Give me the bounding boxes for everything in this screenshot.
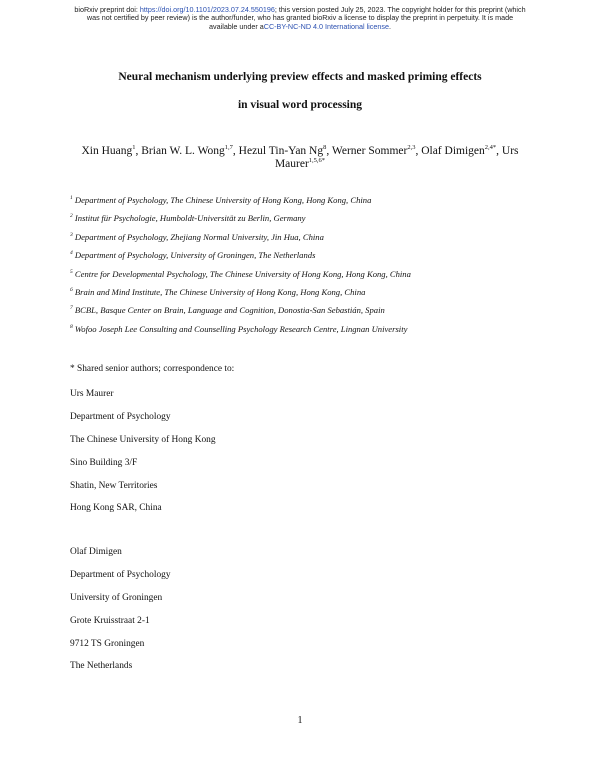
author-name: Hezul Tin-Yan Ng xyxy=(238,145,324,157)
affiliation-number: 5 xyxy=(70,268,73,275)
affiliation xyxy=(70,249,540,267)
header-text: available under a xyxy=(209,21,264,31)
affiliation xyxy=(70,304,540,322)
header-text: . xyxy=(388,21,391,31)
affiliation-text: Department of Psychology, University of Groningen, The Netherlands xyxy=(74,250,316,261)
author xyxy=(239,145,332,157)
affiliation-number: 2 xyxy=(70,213,73,220)
affiliation-text: Brain and Mind Institute, The Chinese University of Hong Kong, Hong Kong, China xyxy=(74,286,366,297)
contact-line: Department of Psychology xyxy=(70,412,171,422)
author-affil-ref: 2,4* xyxy=(484,144,497,151)
author-affil-ref: 1,7 xyxy=(224,144,233,151)
page-number: 1 xyxy=(297,715,303,726)
header-text: bioRxiv preprint doi: xyxy=(74,5,140,14)
author xyxy=(141,145,238,157)
author-name: Brian W. L. Wong xyxy=(141,145,225,157)
author-separator: , xyxy=(496,145,502,157)
author-affil-ref: 1,5,6* xyxy=(308,157,326,164)
affiliation xyxy=(70,323,540,341)
contact-line: Department of Psychology xyxy=(70,570,171,580)
author-name: Urs Maurer xyxy=(274,145,519,170)
author xyxy=(332,145,421,157)
affiliation-text: Department of Psychology, The Chinese University of Hong Kong, Hong Kong, China xyxy=(74,195,372,205)
affiliation xyxy=(70,268,540,286)
author-name: Xin Huang xyxy=(81,145,133,157)
contact-name: Olaf Dimigen xyxy=(70,547,122,557)
author-separator: , xyxy=(135,145,142,157)
affiliation xyxy=(70,194,540,212)
header-text: ; this version posted July 25, 2023. The copyright holder for this preprint (which xyxy=(274,5,526,14)
affiliation-number: 3 xyxy=(70,231,73,238)
author-separator: , xyxy=(415,145,422,157)
affiliation xyxy=(70,212,540,230)
affiliation-text: BCBL, Basque Center on Brain, Language and Cognition, Donostia-San Sebastián, Spain xyxy=(74,305,385,316)
affiliation-text: Centre for Developmental Psychology, The Chinese University of Hong Kong, Hong Kong, China xyxy=(74,268,411,279)
affiliation-number: 8 xyxy=(70,323,73,330)
contact-line: The Chinese University of Hong Kong xyxy=(70,435,216,445)
contact-line: Grote Kruisstraat 2-1 xyxy=(70,616,150,626)
affiliation-number: 6 xyxy=(70,286,73,293)
paper-title-line-1: Neural mechanism underlying preview effects and masked priming effects xyxy=(118,71,482,83)
affiliation-number: 4 xyxy=(70,250,73,257)
correspondence-note: * Shared senior authors; correspondence to: xyxy=(70,364,235,374)
contact-line: University of Groningen xyxy=(70,593,163,603)
contact-line: 9712 TS Groningen xyxy=(70,639,145,649)
author-name: Werner Sommer xyxy=(331,145,408,157)
affiliation xyxy=(70,286,540,304)
author-separator: , xyxy=(232,145,239,157)
affiliation-text: Department of Psychology, Zhejiang Normal University, Jin Hua, China xyxy=(74,231,324,242)
author-separator: , xyxy=(326,145,332,157)
author-affil-ref: 2,3 xyxy=(407,144,416,151)
contact-line: The Netherlands xyxy=(70,661,133,671)
author xyxy=(421,145,502,157)
license-link[interactable]: CC-BY-NC-ND 4.0 International license xyxy=(263,21,389,31)
header-line-3 xyxy=(0,23,600,31)
affiliation-text: Wofoo Joseph Lee Consulting and Counselling Psychology Research Centre, Lingnan University xyxy=(74,323,408,334)
author-affil-ref: 8 xyxy=(323,144,327,151)
affiliation-list xyxy=(70,194,540,341)
affiliation-number: 1 xyxy=(70,195,73,201)
contact-line: Shatin, New Territories xyxy=(70,481,158,491)
contact-line: Hong Kong SAR, China xyxy=(70,503,162,513)
contact-line: Sino Building 3/F xyxy=(70,458,138,468)
affiliation-number: 7 xyxy=(70,305,73,312)
author-list xyxy=(60,145,540,171)
affiliation xyxy=(70,231,540,249)
paper-title-line-2: in visual word processing xyxy=(237,99,363,111)
contact-name: Urs Maurer xyxy=(70,389,114,399)
affiliation-text: Institut für Psychologie, Humboldt-Universität zu Berlin, Germany xyxy=(74,213,306,224)
header-line-2: was not certified by peer review) is the author/funder, who has granted bioRxiv a license to display the preprint in perpetuity. It is made xyxy=(86,13,514,23)
doi-link[interactable]: https://doi.org/10.1101/2023.07.24.550196 xyxy=(139,5,275,14)
preprint-header xyxy=(0,6,600,31)
author xyxy=(81,145,141,157)
author-name: Olaf Dimigen xyxy=(421,145,485,157)
author-affil-ref: 1 xyxy=(132,144,136,151)
